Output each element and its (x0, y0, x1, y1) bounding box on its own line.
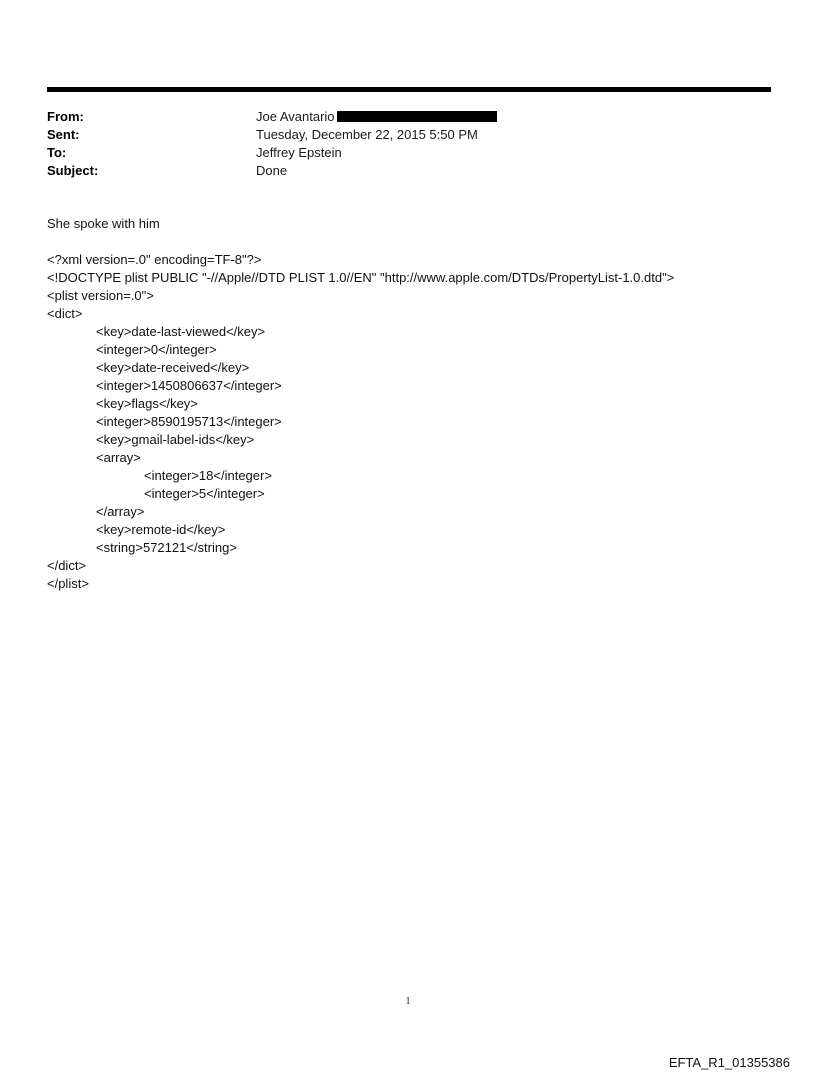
plist-line: <!DOCTYPE plist PUBLIC "-//Apple//DTD PLIST 1.0//EN" "http://www.apple.com/DTDs/PropertyList-1.0.dtd"> (47, 270, 675, 285)
to-row (47, 143, 342, 161)
plist-line: <?xml version=.0" encoding=TF-8"?> (47, 252, 262, 267)
plist-line: <plist version=.0"> (47, 288, 154, 303)
message-body: She spoke with him (47, 216, 160, 231)
plist-line: <integer>1450806637</integer> (96, 378, 282, 393)
plist-line: <integer>5</integer> (144, 486, 265, 501)
plist-line: <key>remote-id</key> (96, 522, 226, 537)
from-name: Joe Avantario (256, 108, 335, 124)
plist-line: <integer>8590195713</integer> (96, 414, 282, 429)
page-number: 1 (405, 996, 411, 1007)
plist-line: </array> (96, 504, 145, 519)
to-value: Jeffrey Epstein (256, 144, 342, 160)
sent-row (47, 125, 478, 143)
bates-number: EFTA_R1_01355386 (668, 1055, 790, 1070)
from-label: From: (47, 108, 84, 124)
plist-line: <key>flags</key> (96, 396, 198, 411)
redaction-block (337, 111, 497, 122)
header-divider (47, 87, 771, 92)
plist-line: <integer>0</integer> (96, 342, 217, 357)
sent-label: Sent: (47, 126, 80, 142)
from-row (47, 107, 497, 125)
subject-label: Subject: (47, 162, 99, 178)
plist-line: </dict> (47, 558, 87, 573)
from-value (256, 109, 497, 124)
plist-line: <key>date-received</key> (96, 360, 250, 375)
plist-line: <key>gmail-label-ids</key> (96, 432, 255, 447)
subject-row (47, 161, 287, 179)
sent-value: Tuesday, December 22, 2015 5:50 PM (256, 126, 478, 142)
plist-line: <array> (96, 450, 141, 465)
plist-line: </plist> (47, 576, 89, 591)
to-label: To: (47, 144, 67, 160)
plist-line: <key>date-last-viewed</key> (96, 324, 266, 339)
plist-line: <dict> (47, 306, 83, 321)
plist-line: <integer>18</integer> (144, 468, 272, 483)
plist-line: <string>572121</string> (96, 540, 237, 555)
subject-value: Done (256, 162, 288, 178)
